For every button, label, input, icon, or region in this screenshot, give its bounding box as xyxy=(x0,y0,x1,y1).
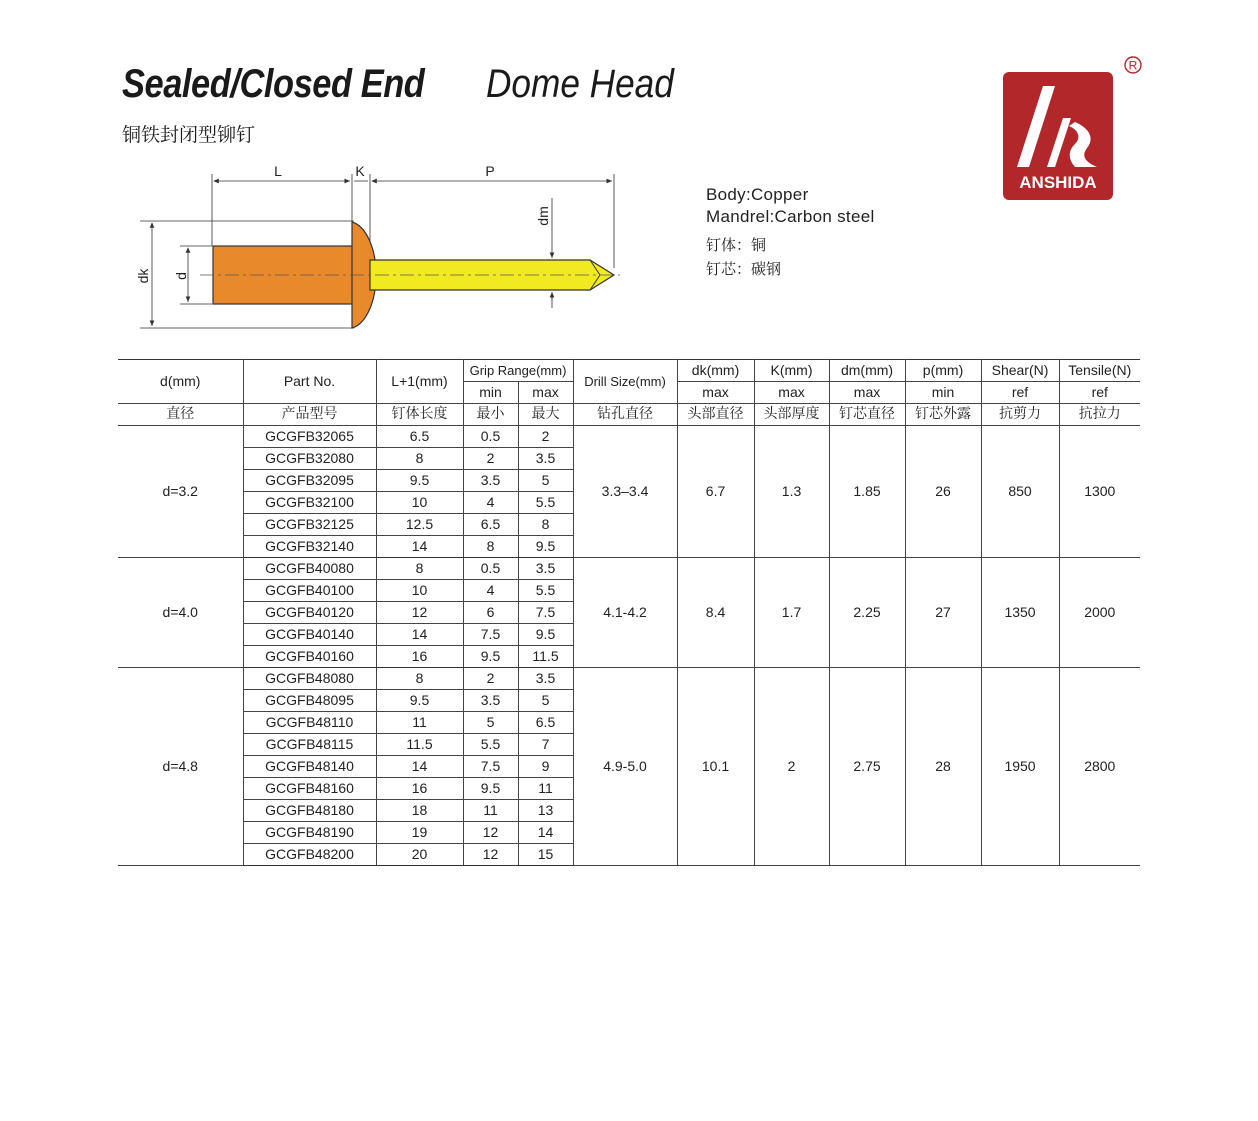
cell-length: 19 xyxy=(376,822,463,844)
cell-grip-min: 3.5 xyxy=(463,470,518,492)
dim-label-l: L xyxy=(274,163,282,179)
cell-part-no: GCGFB40100 xyxy=(243,580,376,602)
cell-length: 10 xyxy=(376,492,463,514)
header-dk-sub: max xyxy=(677,382,754,404)
cell-length: 14 xyxy=(376,624,463,646)
header-dm-sub: max xyxy=(829,382,905,404)
cell-grip-min: 5.5 xyxy=(463,734,518,756)
cell-dk: 6.7 xyxy=(677,426,754,558)
cell-length: 8 xyxy=(376,448,463,470)
header-cn-cell: 钉体长度 xyxy=(376,404,463,426)
cell-length: 9.5 xyxy=(376,470,463,492)
header-grip-max: max xyxy=(518,382,573,404)
cell-length: 14 xyxy=(376,756,463,778)
cell-grip-min: 5 xyxy=(463,712,518,734)
cell-grip-max: 9.5 xyxy=(518,536,573,558)
header-cn-cell: 头部直径 xyxy=(677,404,754,426)
cell-part-no: GCGFB32140 xyxy=(243,536,376,558)
cell-grip-max: 8 xyxy=(518,514,573,536)
material-body-cn: 钉体：铜 xyxy=(706,236,767,254)
header-cn-cell: 最大 xyxy=(518,404,573,426)
header-k: K(mm) xyxy=(754,360,829,382)
cell-part-no: GCGFB32125 xyxy=(243,514,376,536)
cell-grip-max: 3.5 xyxy=(518,558,573,580)
table-row xyxy=(118,668,1140,690)
material-spec-cn xyxy=(706,233,781,281)
header-drill: Drill Size(mm) xyxy=(573,360,677,404)
cell-grip-min: 6.5 xyxy=(463,514,518,536)
cell-length: 20 xyxy=(376,844,463,866)
rivet-diagram xyxy=(130,158,630,338)
cell-part-no: GCGFB32080 xyxy=(243,448,376,470)
cell-grip-max: 7 xyxy=(518,734,573,756)
logo-text: ANSHIDA xyxy=(1019,173,1097,192)
cell-tensile: 2800 xyxy=(1059,668,1140,866)
cell-k: 1.3 xyxy=(754,426,829,558)
cell-grip-max: 14 xyxy=(518,822,573,844)
cell-grip-min: 11 xyxy=(463,800,518,822)
cell-grip-min: 2 xyxy=(463,668,518,690)
cell-drill: 4.1-4.2 xyxy=(573,558,677,668)
cell-dm: 2.75 xyxy=(829,668,905,866)
header-cn-cell: 产品型号 xyxy=(243,404,376,426)
cell-grip-min: 4 xyxy=(463,580,518,602)
header-part: Part No. xyxy=(243,360,376,404)
cell-part-no: GCGFB48095 xyxy=(243,690,376,712)
cell-part-no: GCGFB48200 xyxy=(243,844,376,866)
table-row xyxy=(118,558,1140,580)
header-dm: dm(mm) xyxy=(829,360,905,382)
cell-grip-max: 15 xyxy=(518,844,573,866)
header-tensile-sub: ref xyxy=(1059,382,1140,404)
cell-length: 14 xyxy=(376,536,463,558)
cell-part-no: GCGFB32095 xyxy=(243,470,376,492)
header-grip: Grip Range(mm) xyxy=(463,360,573,382)
cell-grip-min: 6 xyxy=(463,602,518,624)
header-cn-cell: 抗拉力 xyxy=(1059,404,1140,426)
cell-grip-min: 9.5 xyxy=(463,646,518,668)
table-header-cn-row xyxy=(118,404,1140,426)
cell-p: 27 xyxy=(905,558,981,668)
cell-length: 8 xyxy=(376,558,463,580)
cell-part-no: GCGFB48160 xyxy=(243,778,376,800)
cell-grip-max: 11.5 xyxy=(518,646,573,668)
cell-grip-max: 9 xyxy=(518,756,573,778)
header-dk: dk(mm) xyxy=(677,360,754,382)
cell-dm: 1.85 xyxy=(829,426,905,558)
cell-part-no: GCGFB48190 xyxy=(243,822,376,844)
material-mandrel: Mandrel:Carbon steel xyxy=(706,207,875,226)
dim-label-dk: dk xyxy=(135,268,151,284)
cell-grip-max: 3.5 xyxy=(518,448,573,470)
cell-k: 2 xyxy=(754,668,829,866)
table-row xyxy=(118,426,1140,448)
cell-grip-max: 5.5 xyxy=(518,580,573,602)
cell-length: 12.5 xyxy=(376,514,463,536)
cell-length: 8 xyxy=(376,668,463,690)
cell-shear: 1950 xyxy=(981,668,1059,866)
cell-dm: 2.25 xyxy=(829,558,905,668)
cell-length: 10 xyxy=(376,580,463,602)
material-body: Body:Copper xyxy=(706,185,809,204)
cell-grip-max: 5 xyxy=(518,690,573,712)
cell-part-no: GCGFB40160 xyxy=(243,646,376,668)
cell-grip-min: 12 xyxy=(463,822,518,844)
cell-grip-min: 2 xyxy=(463,448,518,470)
cell-diameter: d=4.8 xyxy=(118,668,243,866)
cell-part-no: GCGFB48140 xyxy=(243,756,376,778)
dim-label-d: d xyxy=(173,272,189,280)
cell-part-no: GCGFB48110 xyxy=(243,712,376,734)
cell-grip-min: 9.5 xyxy=(463,778,518,800)
header-grip-min: min xyxy=(463,382,518,404)
cell-grip-max: 13 xyxy=(518,800,573,822)
title-chinese: 铜铁封闭型铆钉 xyxy=(122,124,256,146)
cell-grip-min: 8 xyxy=(463,536,518,558)
svg-text:R: R xyxy=(1128,58,1138,73)
cell-part-no: GCGFB32065 xyxy=(243,426,376,448)
material-spec xyxy=(706,184,875,228)
header-shear-sub: ref xyxy=(981,382,1059,404)
cell-tensile: 1300 xyxy=(1059,426,1140,558)
cell-grip-max: 7.5 xyxy=(518,602,573,624)
cell-length: 16 xyxy=(376,646,463,668)
cell-part-no: GCGFB40080 xyxy=(243,558,376,580)
cell-part-no: GCGFB40120 xyxy=(243,602,376,624)
dim-label-dm: dm xyxy=(535,206,551,226)
dim-label-p: P xyxy=(485,163,495,179)
cell-grip-max: 5 xyxy=(518,470,573,492)
cell-length: 16 xyxy=(376,778,463,800)
cell-part-no: GCGFB40140 xyxy=(243,624,376,646)
spec-table xyxy=(118,359,1140,866)
header-shear: Shear(N) xyxy=(981,360,1059,382)
header-tensile: Tensile(N) xyxy=(1059,360,1140,382)
cell-p: 28 xyxy=(905,668,981,866)
cell-grip-max: 6.5 xyxy=(518,712,573,734)
header-cn-cell: 钉芯直径 xyxy=(829,404,905,426)
table-header-row-1 xyxy=(118,360,1140,382)
dim-label-k: K xyxy=(355,163,365,179)
cell-part-no: GCGFB32100 xyxy=(243,492,376,514)
header-cn-cell: 最小 xyxy=(463,404,518,426)
cell-length: 11 xyxy=(376,712,463,734)
header-cn-cell: 头部厚度 xyxy=(754,404,829,426)
cell-diameter: d=4.0 xyxy=(118,558,243,668)
header-cn-cell: 钉芯外露 xyxy=(905,404,981,426)
title-subtitle: Dome Head xyxy=(486,62,674,106)
header-cn-cell: 钻孔直径 xyxy=(573,404,677,426)
cell-tensile: 2000 xyxy=(1059,558,1140,668)
cell-grip-max: 3.5 xyxy=(518,668,573,690)
material-mandrel-cn: 钉芯：碳钢 xyxy=(706,260,782,278)
header-p-sub: min xyxy=(905,382,981,404)
cell-length: 11.5 xyxy=(376,734,463,756)
header-cn-cell: 直径 xyxy=(118,404,243,426)
cell-grip-max: 9.5 xyxy=(518,624,573,646)
cell-length: 9.5 xyxy=(376,690,463,712)
cell-drill: 3.3–3.4 xyxy=(573,426,677,558)
cell-length: 6.5 xyxy=(376,426,463,448)
header-d: d(mm) xyxy=(118,360,243,404)
cell-shear: 850 xyxy=(981,426,1059,558)
cell-k: 1.7 xyxy=(754,558,829,668)
title-main: Sealed/Closed End xyxy=(122,62,425,106)
cell-length: 18 xyxy=(376,800,463,822)
cell-part-no: GCGFB48180 xyxy=(243,800,376,822)
cell-drill: 4.9-5.0 xyxy=(573,668,677,866)
cell-grip-min: 7.5 xyxy=(463,624,518,646)
cell-diameter: d=3.2 xyxy=(118,426,243,558)
cell-grip-min: 7.5 xyxy=(463,756,518,778)
cell-dk: 10.1 xyxy=(677,668,754,866)
cell-dk: 8.4 xyxy=(677,558,754,668)
registered-mark-icon xyxy=(1122,54,1144,76)
cell-grip-min: 0.5 xyxy=(463,426,518,448)
cell-part-no: GCGFB48080 xyxy=(243,668,376,690)
cell-grip-min: 4 xyxy=(463,492,518,514)
cell-grip-min: 3.5 xyxy=(463,690,518,712)
anshida-logo xyxy=(1003,72,1113,200)
header-k-sub: max xyxy=(754,382,829,404)
header-p: p(mm) xyxy=(905,360,981,382)
cell-grip-min: 0.5 xyxy=(463,558,518,580)
cell-p: 26 xyxy=(905,426,981,558)
header-length: L+1(mm) xyxy=(376,360,463,404)
cell-grip-max: 5.5 xyxy=(518,492,573,514)
cell-shear: 1350 xyxy=(981,558,1059,668)
cell-grip-min: 12 xyxy=(463,844,518,866)
header-cn-cell: 抗剪力 xyxy=(981,404,1059,426)
cell-grip-max: 11 xyxy=(518,778,573,800)
cell-length: 12 xyxy=(376,602,463,624)
cell-grip-max: 2 xyxy=(518,426,573,448)
cell-part-no: GCGFB48115 xyxy=(243,734,376,756)
